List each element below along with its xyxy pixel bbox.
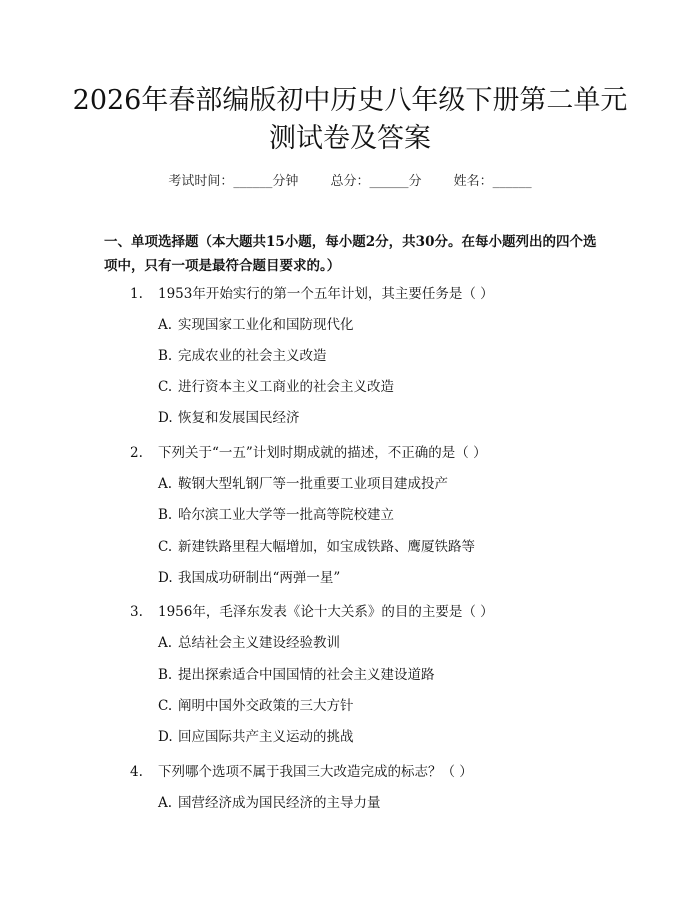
option-1d [158, 406, 300, 426]
option-text: 鞍钢大型轧钢厂等一批重要工业项目建成投产 [178, 476, 448, 492]
option-2a [158, 472, 448, 492]
option-letter: B. [158, 667, 173, 683]
option-1b [158, 344, 327, 364]
exam-name: 姓名：______ [453, 174, 532, 189]
option-letter: C. [158, 539, 173, 555]
exam-meta [0, 170, 700, 189]
option-text: 恢复和发展国民经济 [178, 410, 300, 426]
question-number: 2. [130, 445, 143, 461]
question-number: 4. [130, 764, 143, 780]
option-text: 进行资本主义工商业的社会主义改造 [178, 379, 394, 395]
option-text: 提出探索适合中国国情的社会主义建设道路 [178, 667, 435, 683]
option-3c [158, 694, 354, 714]
option-letter: C. [158, 698, 173, 714]
option-3d [158, 725, 354, 745]
question-4 [130, 760, 473, 780]
option-letter: B. [158, 507, 173, 523]
option-text: 我国成功研制出“两弹一星” [178, 570, 341, 586]
option-letter: C. [158, 379, 173, 395]
question-3 [130, 600, 494, 620]
option-text: 总结社会主义建设经验教训 [178, 635, 340, 651]
option-3b [158, 663, 435, 683]
option-letter: D. [158, 729, 173, 745]
option-letter: A. [158, 795, 173, 811]
option-letter: B. [158, 348, 173, 364]
option-3a [158, 631, 340, 651]
option-text: 哈尔滨工业大学等一批高等院校建立 [178, 507, 394, 523]
option-letter: A. [158, 317, 173, 333]
option-4a [158, 791, 381, 811]
question-number: 3. [130, 604, 143, 620]
option-2b [158, 503, 394, 523]
question-text: 下列哪个选项不属于我国三大改造完成的标志？（ ） [158, 764, 473, 780]
question-1 [130, 282, 494, 302]
option-letter: D. [158, 410, 173, 426]
question-text: 1953年开始实行的第一个五年计划，其主要任务是（ ） [158, 286, 494, 302]
option-text: 新建铁路里程大幅增加，如宝成铁路、鹰厦铁路等 [178, 539, 475, 555]
option-2d [158, 566, 340, 586]
option-1c [158, 375, 394, 395]
option-text: 实现国家工业化和国防现代化 [178, 317, 354, 333]
option-2c [158, 535, 475, 555]
option-letter: D. [158, 570, 173, 586]
question-number: 1. [130, 286, 143, 302]
option-1a [158, 313, 354, 333]
option-text: 国营经济成为国民经济的主导力量 [178, 795, 381, 811]
option-text: 完成农业的社会主义改造 [178, 348, 327, 364]
question-2 [130, 441, 487, 461]
exam-time: 考试时间：______分钟 [168, 174, 299, 189]
question-text: 1956年，毛泽东发表《论十大关系》的目的主要是（ ） [158, 604, 494, 620]
section-heading: 一、单项选择题（本大题共15小题，每小题2分，共30分。在每小题列出的四个选项中，只有一项是最符合题目要求的。） [104, 234, 597, 274]
question-text: 下列关于“一五”计划时期成就的描述，不正确的是（ ） [158, 445, 487, 461]
option-text: 阐明中国外交政策的三大方针 [178, 698, 354, 714]
option-letter: A. [158, 476, 173, 492]
exam-score: 总分：______分 [330, 174, 422, 189]
page-title: 2026年春部编版初中历史八年级下册第二单元测试卷及答案 [72, 85, 628, 154]
option-letter: A. [158, 635, 173, 651]
option-text: 回应国际共产主义运动的挑战 [178, 729, 354, 745]
